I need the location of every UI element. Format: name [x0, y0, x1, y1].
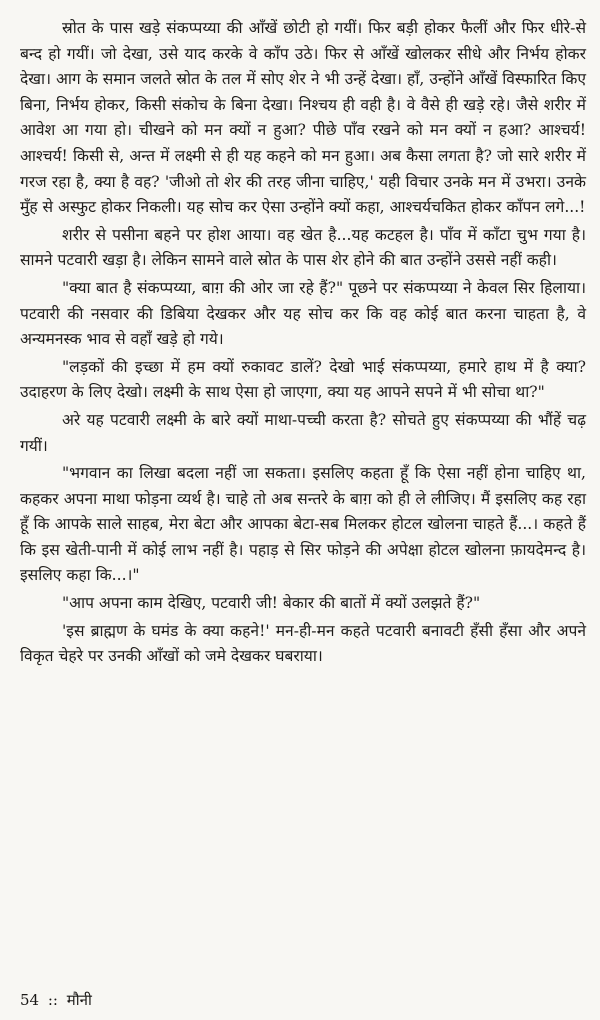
paragraph-6: "भगवान का लिखा बदला नहीं जा सकता। इसलिए कहता हूँ कि ऐसा नहीं होना चाहिए था, कहकर अपना माथा फोड़ना व्यर्थ है। चाहे तो अब सन्तरे के बाग़ को ही ले लीजिए। मैं इसलिए कह रहा हूँ कि आपके साले साहब, मेरा बेटा और आपका बेटा-सब मिलकर होटल खोलना चाहते हैं...। कहते हैं कि इस खेती-पानी में कोई लाभ नहीं है। पहाड़ से सिर फोड़ने की अपेक्षा होटल खोलना फ़ायदेमन्द है। इसलिए कहा कि...।" [20, 464, 586, 585]
footer-separator: :: [47, 991, 58, 1009]
book-title: मौनी [66, 991, 92, 1009]
paragraph-2: शरीर से पसीना बहने पर होश आया। वह खेत है...यह कटहल है। पाँव में काँटा चुभ गया है। सामने पटवारी खड़ा है। लेकिन सामने वाले स्रोत के पास शेर होने की बात उन्होंने उससे नहीं कही। [20, 225, 586, 270]
paragraph-3: "क्या बात है संकप्पय्या, बाग़ की ओर जा रहे हैं?" पूछने पर संकप्पय्या ने केवल सिर हिलाया। पटवारी की नसवार की डिबिया देखकर और यह सोच कर कि वह कोई बात करना चाहता है, वे अन्यमनस्क भाव से वहाँ खड़े हो गये। [20, 278, 586, 349]
paragraph-7: "आप अपना काम देखिए, पटवारी जी! बेकार की बातों में क्यों उलझते हैं?" [62, 594, 481, 613]
paragraph-8: 'इस ब्राह्मण के घमंड के क्या कहने!' मन-ही-मन कहते पटवारी बनावटी हँसी हँसा और अपने विकृत चेहरे पर उनकी आँखों को जमे देखकर घबराया। [20, 621, 586, 666]
paragraph-5: अरे यह पटवारी लक्ष्मी के बारे क्यों माथा-पच्ची करता है? सोचते हुए संकप्पय्या की भौंहें चढ़ गयीं। [20, 410, 586, 455]
paragraph-4: "लड़कों की इच्छा में हम क्यों रुकावट डालें? देखो भाई संकप्पय्या, हमारे हाथ में है क्या? उदाहरण के लिए देखो। लक्ष्मी के साथ ऐसा हो जाएगा, क्या यह आपने सपने में भी सोचा था?" [20, 357, 586, 402]
page-number: 54 [20, 991, 40, 1009]
page-body-text [20, 16, 586, 670]
paragraph-1: स्रोत के पास खड़े संकप्पय्या की आँखें छोटी हो गयीं। फिर बड़ी होकर फैलीं और फिर धीरे-से बन्द हो गयीं। जो देखा, उसे याद करके वे काँप उठे। फिर से आँखें खोलकर सीधे और निर्भय होकर देखा। आग के समान जलते स्रोत के तल में सोए शेर ने भी उन्हें देखा। हाँ, उन्होंने आँखें विस्फारित किए बिना, निर्भय होकर, किसी संकोच के बिना देखा। निश्चय ही वही है। वे वैसे ही खड़े रहे। जैसे शरीर में आवेश आ गया हो। चीखने को मन क्यों न हुआ? पीछे पाँव रखने को मन क्यों न हआ? आश्चर्य! आश्चर्य! किसी से, अन्त में लक्ष्मी से ही यह कहने को मन हुआ। अब कैसा लगता है? जो सारे शरीर में गरज रहा है, क्या है वह? 'जीओ तो शेर की तरह जीना चाहिए,' यही विचार उनके मन में उभरा। उनके मुँह से अस्फुट होकर निकली। यह सोच कर ऐसा उन्होंने क्यों कहा, आश्चर्यचकित होकर काँपन लगे...! [20, 19, 586, 217]
page-footer [20, 991, 92, 1009]
